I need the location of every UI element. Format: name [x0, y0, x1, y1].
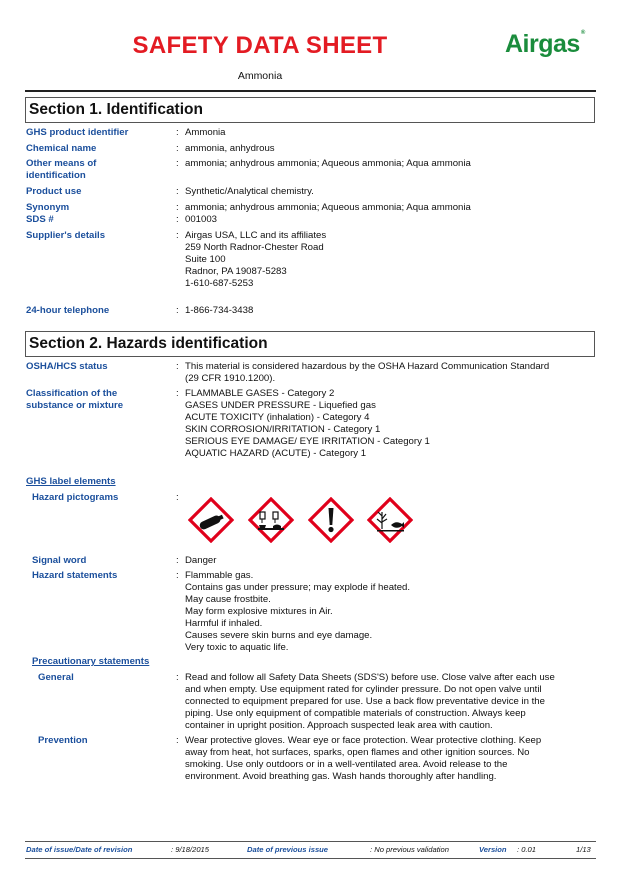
label-other-means-of-identification: Other means of identification	[26, 158, 97, 181]
value-general: Read and follow all Safety Data Sheets (SDS'S) before use. Close valve after each use and when empty. Use equipment rated for cylinder pressure. Do not open valve until connected to equipment prepared for use. Use a back flow preventative device in the piping. Use only equipment of compatible materials of construction. Always keep container in upright position. Approach suspected leak area with caution.	[185, 672, 555, 731]
section-1-header: Section 1. Identification	[25, 97, 595, 123]
exclamation-mark-icon	[308, 497, 354, 543]
label-sds-number: SDS #	[26, 214, 54, 225]
colon: :	[176, 305, 179, 316]
label-osha-hcs-status: OSHA/HCS status	[26, 361, 108, 372]
value-signal-word: Danger	[185, 555, 217, 566]
colon: :	[176, 388, 179, 399]
corrosion-icon	[248, 497, 294, 543]
value-suppliers-details: Airgas USA, LLC and its affiliates 259 North Radnor-Chester Road Suite 100 Radnor, PA 19087-5283 1-610-687-5253	[185, 230, 327, 289]
precautionary-statements-link[interactable]: Precautionary statements	[32, 656, 150, 667]
ghs-label-elements-link[interactable]: GHS label elements	[26, 476, 116, 487]
product-name: Ammonia	[237, 70, 283, 82]
footer-version-label: Version	[479, 845, 507, 854]
footer-page-number: 1/13	[576, 845, 591, 854]
value-product-use: Synthetic/Analytical chemistry.	[185, 186, 314, 197]
label-signal-word: Signal word	[32, 555, 87, 566]
colon: :	[176, 202, 179, 213]
label-classification: Classification of the substance or mixture	[26, 388, 124, 411]
document-title: SAFETY DATA SHEET	[132, 32, 388, 59]
footer-previous-label: Date of previous issue	[247, 845, 329, 854]
environment-icon	[367, 497, 413, 543]
footer-issue-value: : 9/18/2015	[171, 845, 210, 854]
value-chemical-name: ammonia, anhydrous	[185, 143, 275, 154]
colon: :	[176, 555, 179, 566]
footer-issue-label: Date of issue/Date of revision	[26, 845, 133, 854]
value-osha-hcs-status: This material is considered hazardous by the OSHA Hazard Communication Standard (29 CFR 1910.1200).	[185, 361, 550, 384]
value-hazard-statements: Flammable gas. Contains gas under pressure; may explode if heated. May cause frostbite. May form explosive mixtures in Air. Harmful if inhaled. Causes severe skin burns and eye damage. Very toxic to aquatic life.	[185, 570, 411, 653]
footer-previous-value: : No previous validation	[370, 845, 449, 854]
section-2-header: Section 2. Hazards identification	[25, 331, 595, 357]
label-synonym: Synonym	[26, 202, 70, 213]
colon: :	[176, 570, 179, 581]
colon: :	[176, 361, 179, 372]
colon: :	[176, 735, 179, 746]
value-24-hour-telephone: 1-866-734-3438	[185, 305, 254, 316]
colon: :	[176, 492, 179, 503]
colon: :	[176, 672, 179, 683]
label-general: General	[38, 672, 74, 683]
label-hazard-statements: Hazard statements	[32, 570, 118, 581]
label-hazard-pictograms: Hazard pictograms	[32, 492, 119, 503]
label-product-use: Product use	[26, 186, 82, 197]
value-synonym: ammonia; anhydrous ammonia; Aqueous ammonia; Aqua ammonia	[185, 202, 471, 213]
value-other-means-of-identification: ammonia; anhydrous ammonia; Aqueous ammonia; Aqua ammonia	[185, 158, 471, 169]
label-chemical-name: Chemical name	[26, 143, 97, 154]
value-classification: FLAMMABLE GASES - Category 2 GASES UNDER PRESSURE - Liquefied gas ACUTE TOXICITY (inhalation) - Category 4 SKIN CORROSION/IRRITATION - Category 1 SERIOUS EYE DAMAGE/ EYE IRRITATION - Category 1 AQUATIC HAZARD (ACUTE) - Category 1	[185, 388, 430, 459]
colon: :	[176, 214, 179, 225]
airgas-logo: Airgas®	[505, 30, 585, 58]
gas-cylinder-icon	[188, 497, 234, 543]
footer-version-value: : 0.01	[517, 845, 536, 854]
colon: :	[176, 143, 179, 154]
label-24-hour-telephone: 24-hour telephone	[26, 305, 110, 316]
value-prevention: Wear protective gloves. Wear eye or face protection. Wear protective clothing. Keep away from heat, hot surfaces, sparks, open flames and other ignition sources. No smoking. Use only outdoors or in a well-ventilated area. Avoid release to the environment. Avoid breathing gas. Wash hands thoroughly after handling.	[185, 735, 542, 782]
colon: :	[176, 186, 179, 197]
colon: :	[176, 127, 179, 138]
value-ghs-product-identifier: Ammonia	[185, 127, 226, 138]
label-ghs-product-identifier: GHS product identifier	[26, 127, 129, 138]
colon: :	[176, 158, 179, 169]
header-rule	[25, 90, 596, 92]
label-prevention: Prevention	[38, 735, 88, 746]
colon: :	[176, 230, 179, 241]
label-suppliers-details: Supplier's details	[26, 230, 106, 241]
page-footer	[25, 841, 596, 859]
value-sds-number: 001003	[185, 214, 218, 225]
